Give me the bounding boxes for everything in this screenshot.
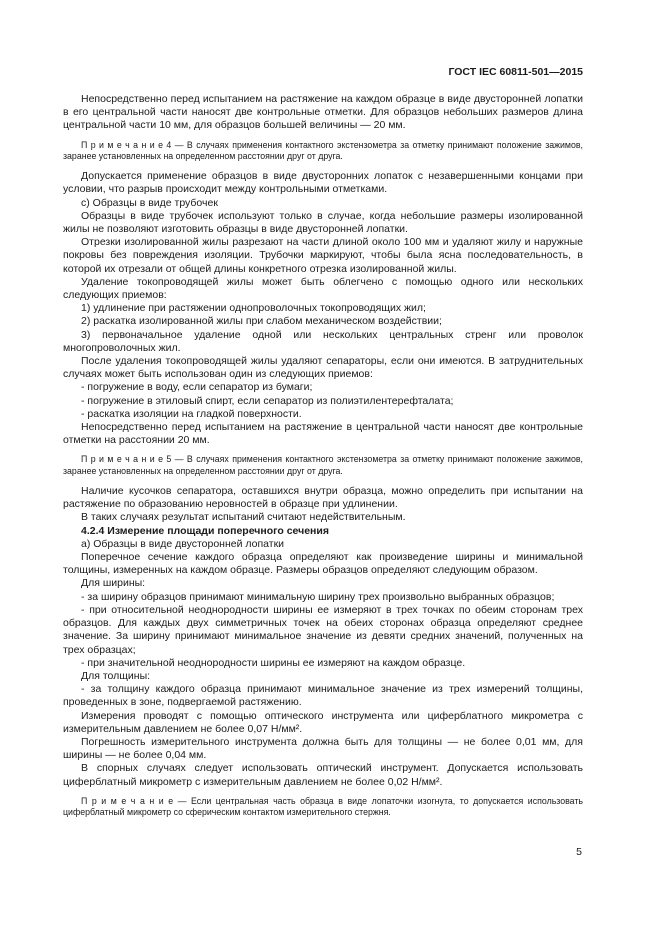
list-item: - раскатка изоляции на гладкой поверхности. <box>81 407 302 420</box>
paragraph: Измерения проводят с помощью оптического инструмента или циферблатного микрометра с измерительным давлением не более 0,07 Н/мм². <box>63 709 583 735</box>
paragraph: Непосредственно перед испытанием на растяжение в центральной части наносят две контрольные отметки на расстоянии 20 мм. <box>63 421 583 447</box>
list-item: 3) первоначальное удаление одной или нескольких центральных стренг или проволок многопроволочных жил. <box>63 328 583 354</box>
note: П р и м е ч а н и е 5 — В случаях применения контактного экстензометра за отметку принимают положение зажимов, заранее установленных на определенном расстоянии друг от друга. <box>63 454 583 476</box>
document-body <box>63 93 583 818</box>
paragraph: Отрезки изолированной жилы разрезают на части длиной около 100 мм и удаляют жилу и наружные покровы без повреждения изоляции. Трубочки маркируют, чтобы была ясна последовательность, в которой их отрезали от общей длины конкретного отрезка изолированной жилы. <box>63 236 583 275</box>
section-heading: 4.2.4 Измерение площади поперечного сечения <box>81 524 329 537</box>
paragraph: В таких случаях результат испытаний считают недействительным. <box>81 511 406 524</box>
list-item: - при значительной неоднородности ширины ее измеряют на каждом образце. <box>81 656 466 669</box>
paragraph: В спорных случаях следует использовать оптический инструмент. Допускается использовать циферблатный микрометр с измерительным давлением не более 0,02 Н/мм². <box>63 762 583 788</box>
note: П р и м е ч а н и е 4 — В случаях применения контактного экстензометра за отметку принимают положение зажимов, заранее установленных на определенном расстоянии друг от друга. <box>63 139 583 161</box>
list-item: - за ширину образцов принимают минимальную ширину трех произвольно выбранных образцов; <box>81 590 555 603</box>
list-item: - при относительной неоднородности ширины ее измеряют в трех точках по обеим сторонам трех образцов. Для каждых двух симметричных точек на обеих сторонах образца определяют среднее значение. За ширину принимают минимальное значение из девяти средних значений, полученных на трех образцах; <box>63 603 583 656</box>
subclause-label: а) Образцы в виде двусторонней лопатки <box>81 537 285 550</box>
paragraph: Поперечное сечение каждого образца определяют как произведение ширины и минимальной толщины, измеренных на каждом образце. Размеры образцов определяют следующим образом. <box>63 551 583 577</box>
subclause-label: с) Образцы в виде трубочек <box>81 196 218 209</box>
paragraph: Образцы в виде трубочек используют только в случае, когда небольшие размеры изолированной жилы не позволяют изготовить образцы в виде двусторонней лопатки. <box>63 209 583 236</box>
paragraph: После удаления токопроводящей жилы удаляют сепараторы, если они имеются. В затруднительных случаях может быть использован один из следующих приемов: <box>63 355 583 381</box>
paragraph: Удаление токопроводящей жилы может быть облегчено с помощью одного или нескольких следующих приемов: <box>63 275 583 302</box>
list-item: 1) удлинение при растяжении однопроволочных токопроводящих жил; <box>81 302 426 315</box>
page-header-title: ГОСТ IEC 60811-501—2015 <box>448 66 583 78</box>
list-item: - погружение в воду, если сепаратор из бумаги; <box>81 381 313 394</box>
paragraph: Непосредственно перед испытанием на растяжение на каждом образце в виде двусторонней лопатки в его центральной части наносят две контрольные отметки. Для образцов небольших размеров длина центральной части 10 мм, для образцов большей величины — 20 мм. <box>63 93 583 132</box>
paragraph: Погрешность измерительного инструмента должна быть для толщины — не более 0,01 мм, для ширины — не более 0,04 мм. <box>63 735 583 762</box>
paragraph: Для ширины: <box>81 577 146 590</box>
paragraph: Для толщины: <box>81 669 151 682</box>
list-item: 2) раскатка изолированной жилы при слабом механическом воздействии; <box>81 315 442 328</box>
list-item: - за толщину каждого образца принимают минимальное значение из трех измерений толщины, проведенных в зоне, подвергаемой растяжению. <box>63 683 583 709</box>
note: П р и м е ч а н и е — Если центральная часть образца в виде лопаточки изогнута, то допускается использовать циферблатный микрометр со сферическим контактом измерительного стержня. <box>63 795 583 818</box>
paragraph: Наличие кусочков сепаратора, оставшихся внутри образца, можно определить при испытании на растяжение по образованию неровностей в образце при удлинении. <box>63 485 583 511</box>
paragraph: Допускается применение образцов в виде двусторонних лопаток с незавершенными концами при условии, что разрыв происходит между контрольными отметками. <box>63 170 583 196</box>
page-number: 5 <box>576 846 582 858</box>
list-item: - погружение в этиловый спирт, если сепаратор из полиэтилентерефталата; <box>81 394 454 407</box>
